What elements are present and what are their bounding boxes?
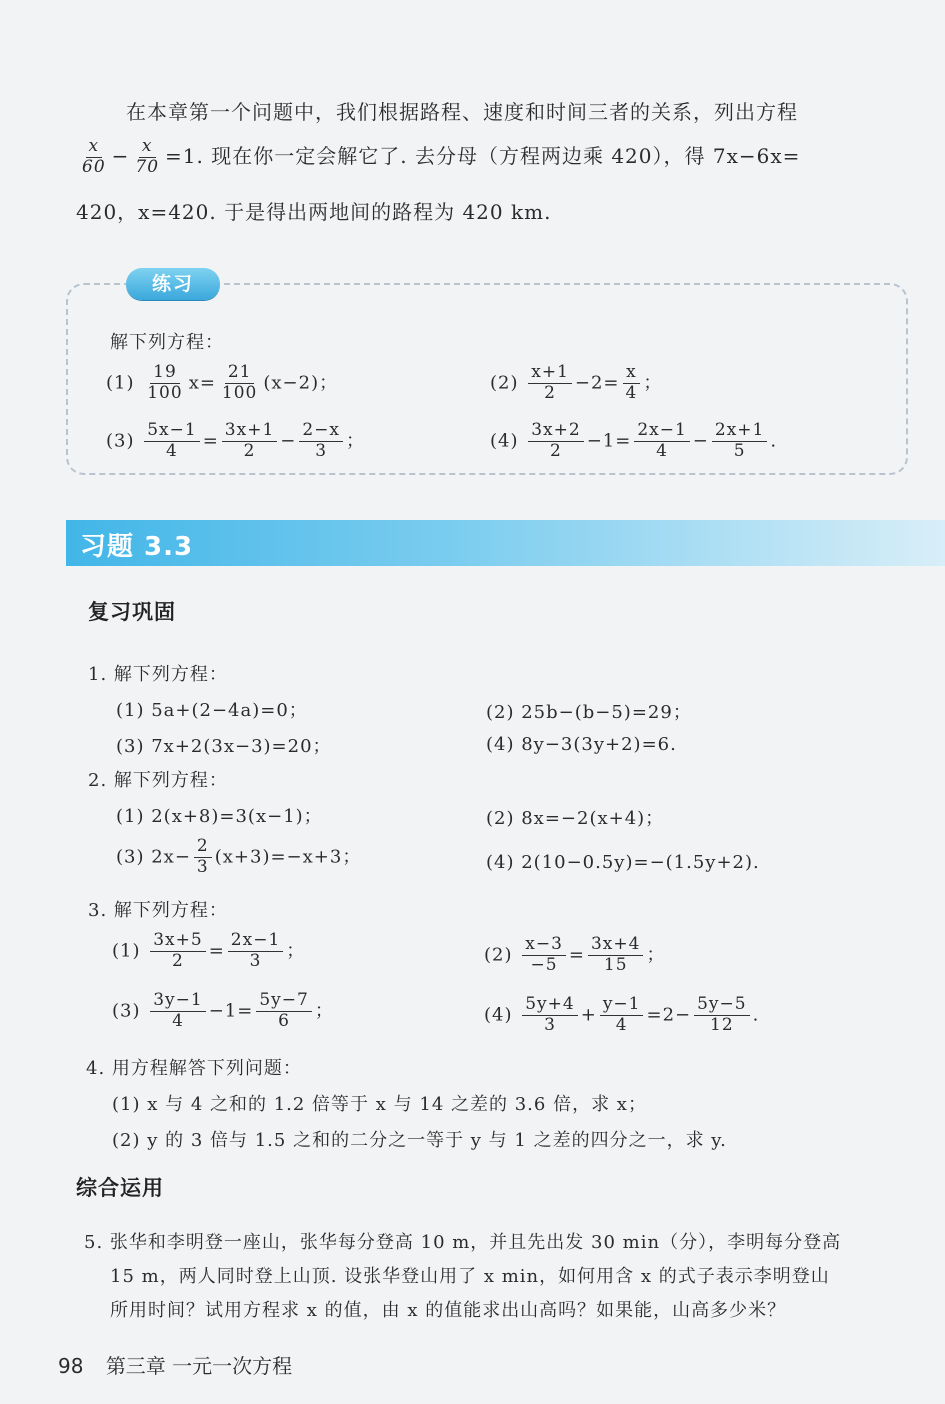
question-3c (112, 992, 334, 1031)
item-label: (4) (484, 1004, 513, 1026)
item-label: (3) (106, 430, 135, 452)
applied-heading: 综合运用 (76, 1176, 164, 1200)
intro-line-2-text: =1. 现在你一定会解它了. 去分母（方程两边乘 420），得 7x−6x= (165, 143, 801, 168)
fraction-denominator: 2 (243, 440, 256, 461)
fraction-numerator: 2x−1 (634, 422, 689, 442)
fraction-numerator: y−1 (600, 996, 644, 1016)
fraction (712, 422, 767, 461)
question-4b: (2) y 的 3 倍与 1.5 之和的二分之一等于 y 与 1 之差的四分之一，求 y. (112, 1130, 727, 1151)
question-1b: (2) 25b−(b−5)=29； (486, 702, 692, 723)
fraction-denominator: 60 (82, 156, 106, 177)
question-4a: (1) x 与 4 之和的 1.2 倍等于 x 与 14 之差的 3.6 倍，求 x； (112, 1094, 647, 1115)
page-number: 98 (58, 1354, 84, 1378)
fraction-numerator: 2x−1 (228, 932, 283, 952)
equation-part: (x+3)=−x+3； (214, 846, 362, 868)
equation-part: ； (646, 944, 666, 966)
fraction-denominator: −5 (530, 954, 558, 975)
practice-item-3 (106, 422, 365, 461)
fraction-denominator: 2 (172, 950, 184, 971)
question-1-title: 1. 解下列方程： (88, 664, 228, 685)
practice-item-1 (106, 364, 338, 403)
fraction-denominator: 15 (603, 954, 628, 975)
equation-part: ； (286, 940, 306, 962)
equation-part: = (208, 940, 225, 962)
intro-fraction-1 (79, 138, 109, 177)
equation-part: (3) 2x− (116, 846, 191, 868)
question-5-line-3: 所用时间？试用方程求 x 的值，由 x 的值能求出山高吗？如果能，山高多少米？ (110, 1300, 787, 1321)
fraction-numerator: 5y−5 (694, 996, 749, 1016)
equation-part: . (752, 1004, 760, 1026)
fraction (222, 422, 277, 461)
fraction-numerator: 2 (194, 838, 212, 858)
equation-part: + (580, 1004, 597, 1026)
intro-line-1: 在本章第一个问题中，我们根据路程、速度和时间三者的关系，列出方程 (126, 100, 798, 124)
fraction-denominator: 70 (135, 156, 160, 177)
equation-part: . (770, 430, 778, 452)
fraction-denominator: 100 (221, 382, 258, 403)
fraction-numerator: 3x+4 (588, 936, 643, 956)
fraction-numerator: x (139, 138, 156, 158)
question-2b: (2) 8x=−2(x+4)； (486, 808, 665, 829)
equation-part: −1= (586, 430, 632, 452)
fraction-numerator: x (86, 138, 103, 158)
item-label: (1) (106, 372, 135, 394)
fraction (634, 422, 689, 461)
fraction-numerator: 2x+1 (712, 422, 767, 442)
fraction-numerator: 21 (225, 364, 255, 384)
fraction-numerator: 3y−1 (150, 992, 205, 1012)
equation-part: ； (314, 1000, 334, 1022)
fraction-denominator: 4 (615, 1014, 628, 1035)
fraction-denominator: 6 (278, 1010, 290, 1031)
question-3a (112, 932, 305, 971)
fraction-numerator: 3x+2 (528, 422, 583, 442)
fraction (522, 936, 566, 975)
fraction-denominator: 3 (544, 1014, 556, 1035)
fraction (588, 936, 643, 975)
fraction (528, 364, 572, 403)
fraction (522, 996, 577, 1035)
equation-part: x= (188, 372, 216, 394)
fraction (256, 992, 311, 1031)
equation-part: (x−2)； (263, 372, 339, 394)
fraction-denominator: 100 (147, 382, 183, 403)
fraction (144, 364, 185, 403)
practice-prompt: 解下列方程： (110, 332, 224, 353)
equation-part: ； (346, 430, 366, 452)
fraction-numerator: 5y+4 (522, 996, 577, 1016)
review-heading: 复习巩固 (88, 600, 176, 624)
question-1d: (4) 8y−3(3y+2)=6. (486, 734, 677, 755)
question-3d (484, 996, 759, 1035)
item-label: (2) (490, 372, 519, 394)
practice-badge: 练习 (126, 268, 220, 300)
fraction (600, 996, 644, 1035)
item-label: (2) (484, 944, 513, 966)
fraction-numerator: 5y−7 (256, 992, 311, 1012)
fraction-denominator: 3 (315, 440, 328, 461)
equation-part: ； (643, 372, 663, 394)
chapter-title: 第三章 一元一次方程 (105, 1354, 293, 1378)
fraction-numerator: 3x+1 (222, 422, 277, 442)
fraction-numerator: 19 (150, 364, 180, 384)
fraction (194, 838, 212, 877)
fraction (150, 932, 205, 971)
fraction-numerator: 5x−1 (144, 422, 199, 442)
question-5-line-1: 5. 张华和李明登一座山，张华每分登高 10 m，并且先出发 30 min（分），李明每分登高 (84, 1232, 842, 1253)
page-footer (58, 1350, 292, 1379)
section-banner (66, 520, 945, 566)
intro-fraction-2 (132, 138, 162, 177)
section-title: 习题 3.3 (80, 532, 194, 562)
fraction-denominator: 2 (544, 382, 556, 403)
question-2-title: 2. 解下列方程： (88, 770, 228, 791)
fraction (228, 932, 283, 971)
equation-part: − (692, 430, 709, 452)
question-3b (484, 936, 665, 975)
question-1a: (1) 5a+(2−4a)=0； (116, 700, 308, 721)
fraction-denominator: 4 (656, 440, 668, 461)
fraction (623, 364, 641, 403)
fraction-numerator: x (623, 364, 640, 384)
fraction-denominator: 4 (166, 440, 178, 461)
fraction-denominator: 4 (625, 382, 638, 403)
question-3-title: 3. 解下列方程： (88, 900, 228, 921)
equation-part: − (280, 430, 297, 452)
question-1c: (3) 7x+2(3x−3)=20； (116, 736, 332, 757)
fraction (694, 996, 749, 1035)
fraction-denominator: 3 (196, 856, 209, 877)
fraction (299, 422, 343, 461)
fraction (144, 422, 199, 461)
intro-minus: − (111, 143, 130, 168)
equation-part: −2= (574, 372, 620, 394)
equation-part: −1= (208, 1000, 254, 1022)
equation-part: = (568, 944, 585, 966)
intro-line-2 (76, 138, 800, 177)
practice-item-2 (490, 364, 662, 403)
equation-part: = (202, 430, 219, 452)
item-label: (3) (112, 1000, 141, 1022)
item-label: (1) (112, 940, 141, 962)
fraction-numerator: x−3 (522, 936, 566, 956)
fraction-denominator: 5 (733, 440, 746, 461)
fraction-denominator: 3 (249, 950, 262, 971)
fraction-numerator: x+1 (528, 364, 572, 384)
fraction-numerator: 3x+5 (150, 932, 205, 952)
intro-line-3: 420，x=420. 于是得出两地间的路程为 420 km. (76, 200, 552, 224)
question-4-title: 4. 用方程解答下列问题： (86, 1058, 302, 1079)
question-2d: (4) 2(10−0.5y)=−(1.5y+2). (486, 852, 760, 873)
fraction (528, 422, 583, 461)
fraction (150, 992, 205, 1031)
fraction (219, 364, 260, 403)
equation-part: =2− (646, 1004, 692, 1026)
fraction-denominator: 4 (172, 1010, 184, 1031)
question-2a: (1) 2(x+8)=3(x−1)； (116, 806, 323, 827)
fraction-denominator: 2 (550, 440, 562, 461)
fraction-denominator: 12 (710, 1014, 734, 1035)
fraction-numerator: 2−x (299, 422, 343, 442)
question-2c (116, 838, 361, 877)
question-5-line-2: 15 m，两人同时登上山顶. 设张华登山用了 x min，如何用含 x 的式子表示李明登山 (110, 1266, 830, 1287)
item-label: (4) (490, 430, 519, 452)
practice-item-4 (490, 422, 777, 461)
